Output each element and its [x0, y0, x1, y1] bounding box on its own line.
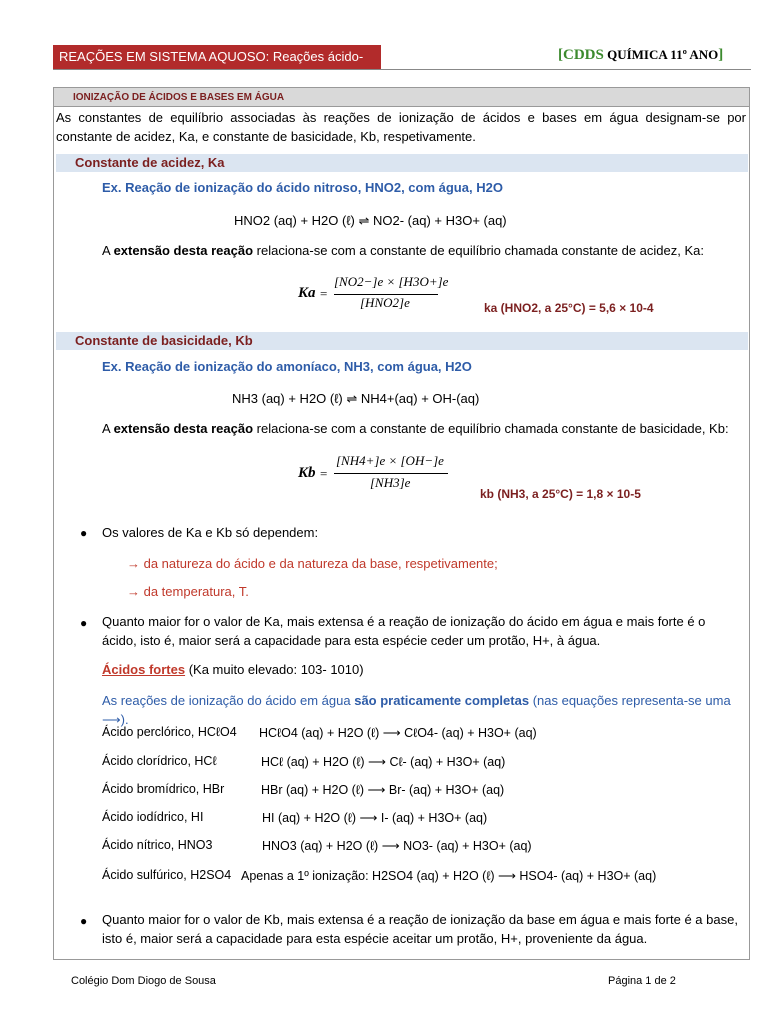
strong-acid-name: Ácido perclórico, HCℓO4 [102, 725, 237, 739]
acid-ionization-equation: HNO2 (aq) + H2O (ℓ) ⇌ NO2- (aq) + H3O+ (aq) [234, 213, 507, 228]
strong-acid-equation: HI (aq) + H2O (ℓ) ⟶ I- (aq) + H3O+ (aq) [262, 811, 488, 825]
strong-acid-name: Ácido sulfúrico, H2SO4 [102, 868, 232, 882]
bullet-dot: ● [80, 616, 88, 630]
bullet-dot: ● [80, 526, 88, 540]
constants-dependency: Os valores de Ka e Kb só dependem: [102, 525, 319, 540]
acid-extension-text: A extensão desta reação relaciona-se com a constante de equilíbrio chamada constante de acidez, Ka: [102, 243, 704, 258]
strong-acid-name: Ácido bromídrico, HBr [102, 782, 225, 796]
strong-acid-name: Ácido clorídrico, HCℓ [102, 754, 217, 768]
dependency-temperature: → da temperatura, T. [127, 584, 249, 599]
kb-formula: Kb = [NH4+]e × [OH−]e [NH3]e [298, 453, 458, 499]
base-ionization-equation: NH3 (aq) + H2O (ℓ) ⇌ NH4+(aq) + OH-(aq) [232, 391, 480, 406]
footer-page-number: Página 1 de 2 [608, 975, 676, 987]
base-constant-band: Constante de basicidade, Kb [56, 332, 748, 350]
strong-acid-equation: HBr (aq) + H2O (ℓ) ⟶ Br- (aq) + H3O+ (aq) [261, 783, 505, 797]
header-course-label: [CDDS QUÍMICA 11º ANO] [558, 47, 724, 63]
section-title: IONIZAÇÃO DE ÁCIDOS E BASES EM ÁGUA [54, 88, 749, 107]
strong-acid-equation: Apenas a 1º ionização: H2SO4 (aq) + H2O (ℓ) ⟶ HSO4- (aq) + H3O+ (aq) [241, 869, 657, 883]
strong-acid-equation: HNO3 (aq) + H2O (ℓ) ⟶ NO3- (aq) + H3O+ (aq) [262, 839, 532, 853]
intro-paragraph: As constantes de equilíbrio associadas às reações de ionização de ácidos e bases em água designam-se por constante de acidez, Ka, e constante de basicidade, Kb, respetivamente. [56, 110, 746, 144]
ka-value: ka (HNO2, a 25°C) = 5,6 × 10-4 [484, 301, 654, 315]
strong-acids-heading: Ácidos fortes (Ka muito elevado: 103- 1010) [102, 662, 364, 677]
strong-acids-description: As reações de ionização do ácido em água são praticamente completas (nas equações representa-se uma ⟶). [102, 693, 731, 727]
base-extension-text: A extensão desta reação relaciona-se com a constante de equilíbrio chamada constante de basicidade, Kb: [102, 421, 729, 436]
footer-school: Colégio Dom Diogo de Sousa [71, 975, 216, 987]
base-strength-paragraph: Quanto maior for o valor de Kb, mais extensa é a reação de ionização da base em água e mais forte é a base, isto é, maior será a capacidade para esta espécie aceitar um protão, H+, proveniente da água. [102, 912, 738, 946]
acid-strength-paragraph: Quanto maior for o valor de Ka, mais extensa é a reação de ionização do ácido em água e mais forte é o ácido, isto é, maior será a capacidade para esta espécie ceder um protão, H+, à água. [102, 614, 706, 648]
strong-acid-equation: HCℓ (aq) + H2O (ℓ) ⟶ Cℓ- (aq) + H3O+ (aq) [261, 755, 506, 769]
ka-formula: Ka = [NO2−]e × [H3O+]e [HNO2]e [298, 274, 449, 310]
bullet-dot: ● [80, 914, 88, 928]
strong-acid-name: Ácido nítrico, HNO3 [102, 838, 213, 852]
header-rule [53, 69, 751, 70]
acid-example-title: Ex. Reação de ionização do ácido nitroso, HNO2, com água, H2O [102, 180, 503, 195]
header-topic-tag: REAÇÕES EM SISTEMA AQUOSO: Reações ácido-base [53, 45, 381, 69]
acid-constant-band: Constante de acidez, Ka [56, 154, 748, 172]
strong-acid-equation: HCℓO4 (aq) + H2O (ℓ) ⟶ CℓO4- (aq) + H3O+ (aq) [259, 726, 537, 740]
strong-acid-name: Ácido iodídrico, HI [102, 810, 204, 824]
base-example-title: Ex. Reação de ionização do amoníaco, NH3, com água, H2O [102, 359, 472, 374]
dependency-nature: → da natureza do ácido e da natureza da base, respetivamente; [127, 556, 498, 571]
kb-value: kb (NH3, a 25°C) = 1,8 × 10-5 [480, 487, 641, 501]
